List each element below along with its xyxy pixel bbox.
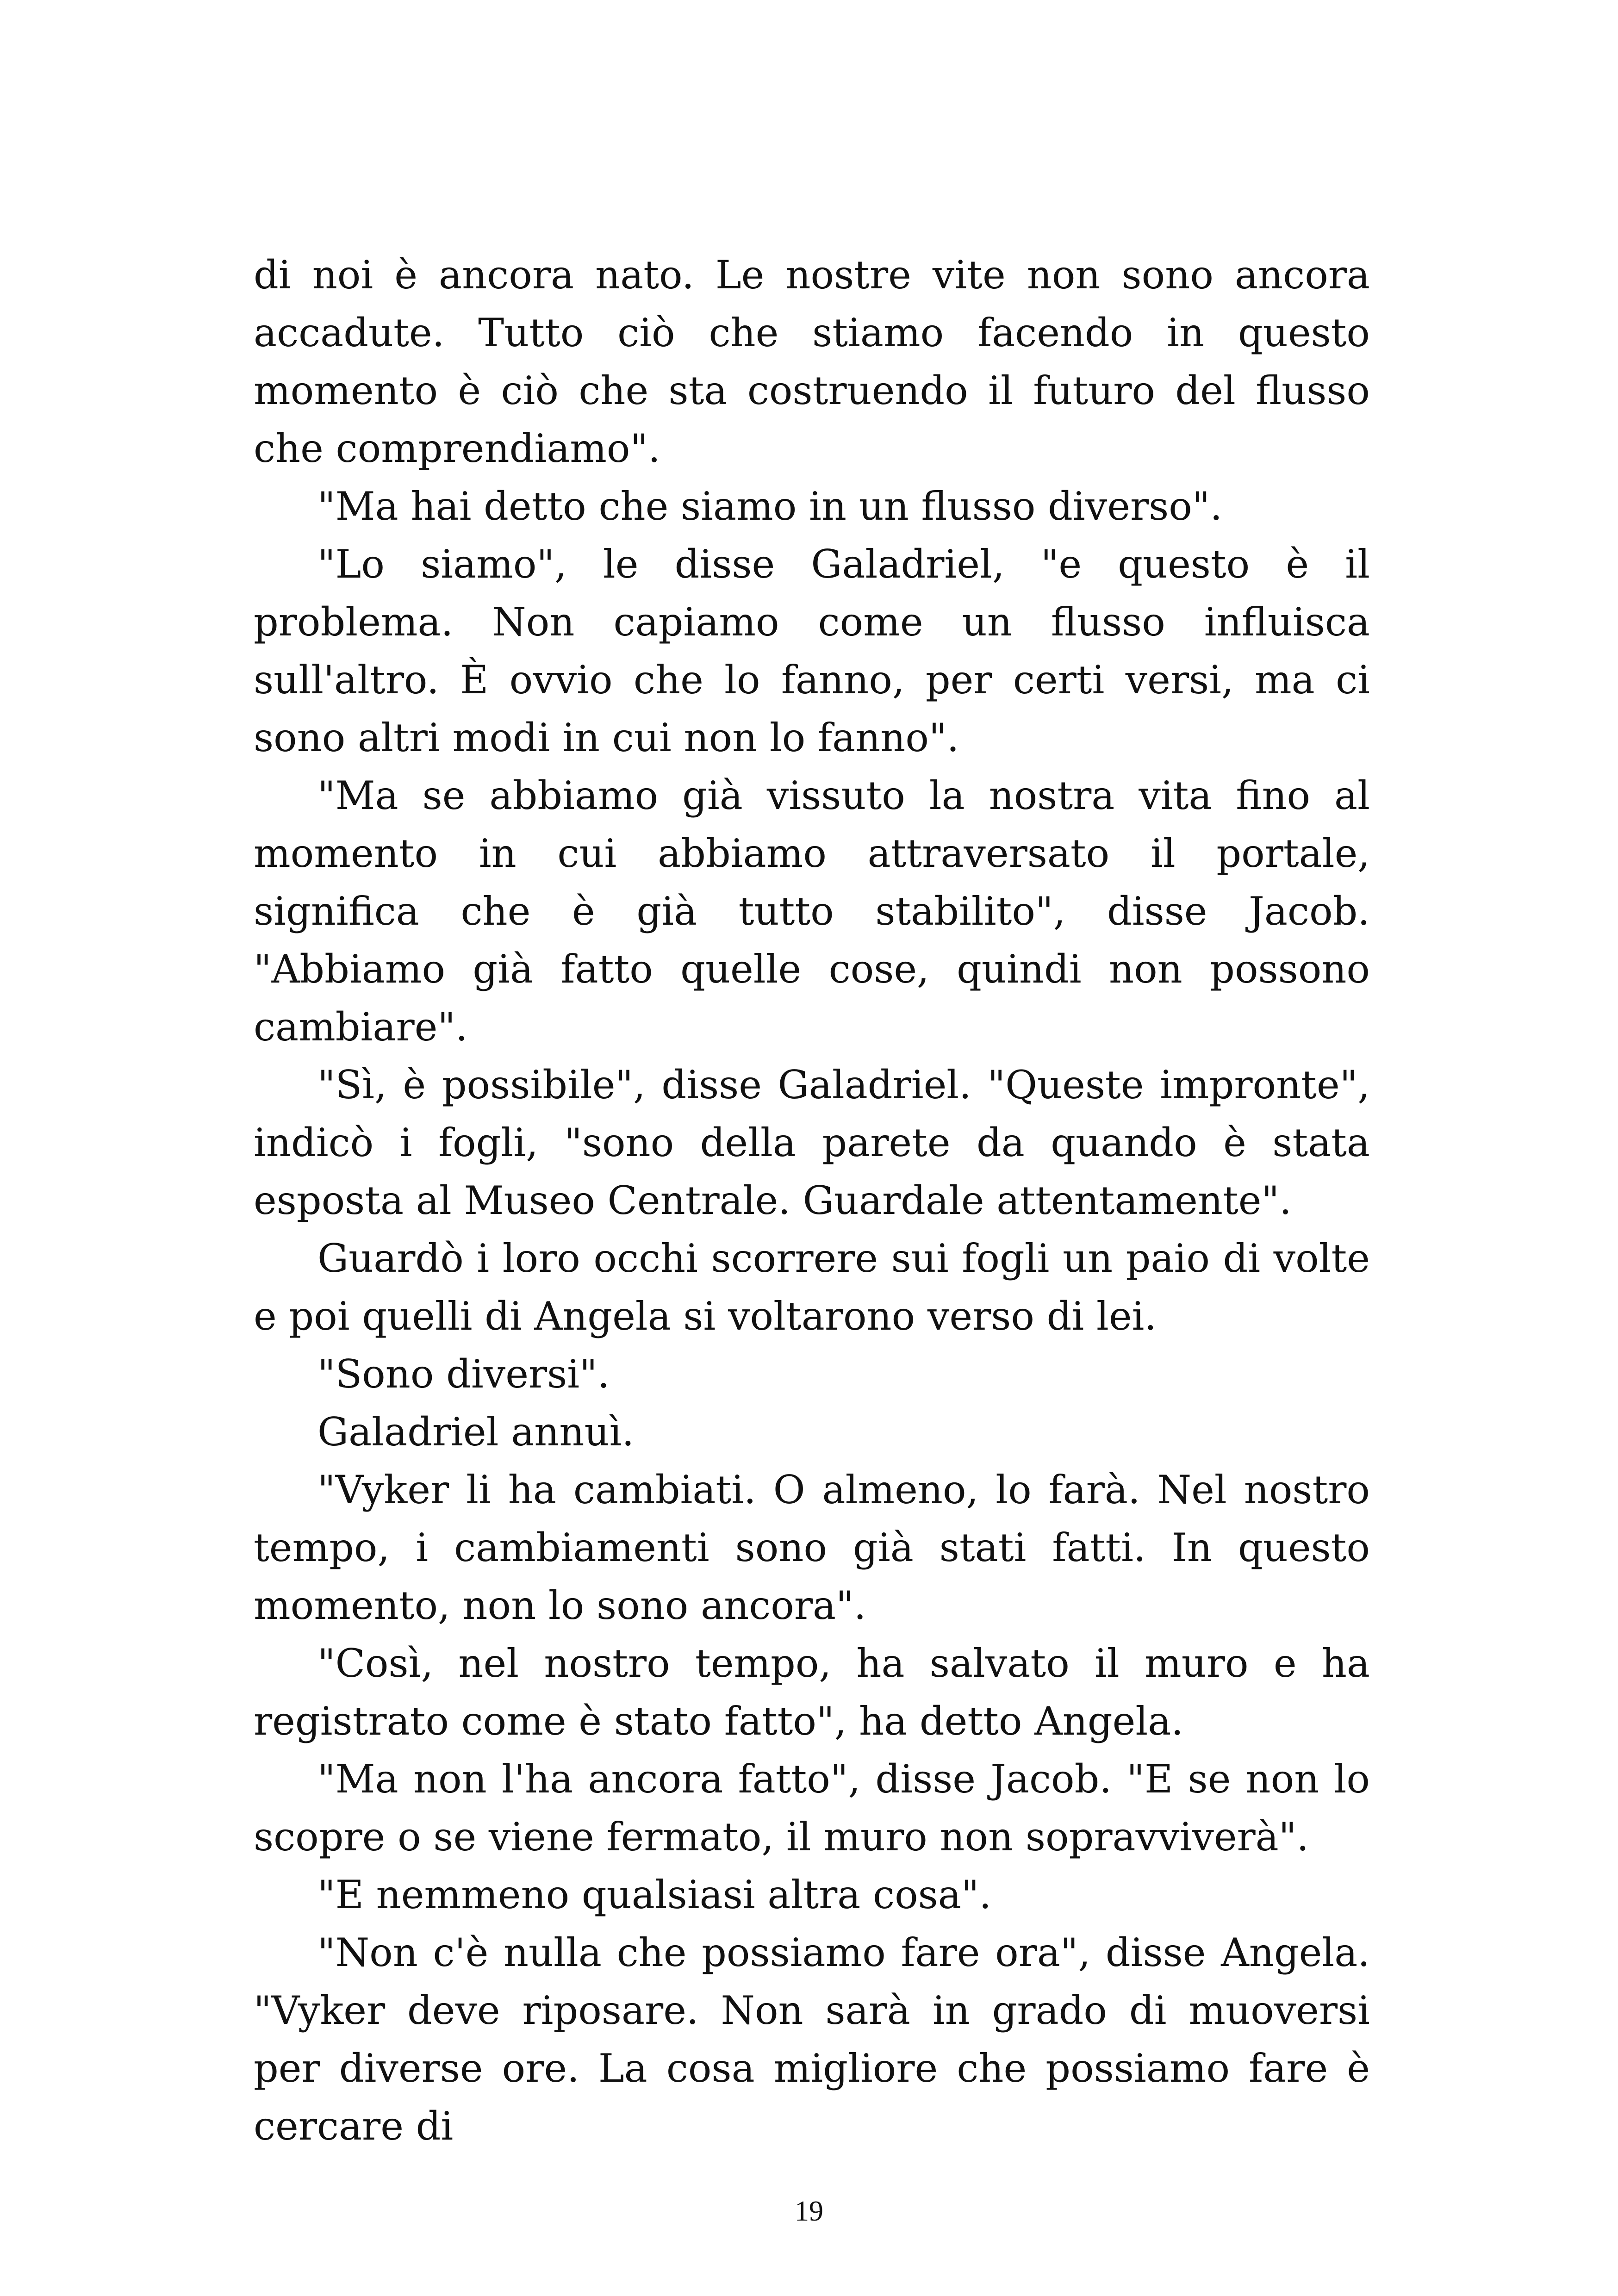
paragraph: "Lo siamo", le disse Galadriel, "e questo è il problema. Non capiamo come un flusso influisca sull'altro. È ovvio che lo fanno, per certi versi, ma ci sono altri modi in cui non lo fanno". bbox=[254, 541, 1370, 760]
paragraph: "Sì, è possibile", disse Galadriel. "Queste impronte", indicò i fogli, "sono della parete da quando è stata esposta al Museo Centrale. Guardale attentamente". bbox=[254, 1062, 1370, 1223]
paragraph: "E nemmeno qualsiasi altra cosa". bbox=[317, 1872, 992, 1917]
paragraph: "Ma se abbiamo già vissuto la nostra vita fino al momento in cui abbiamo attraversato il portale, significa che è già tutto stabilito", disse Jacob. "Abbiamo già fatto quelle cose, quindi non possono cambiare". bbox=[254, 773, 1370, 1050]
paragraph: "Ma hai detto che siamo in un flusso diverso". bbox=[317, 484, 1223, 529]
paragraph: "Ma non l'ha ancora fatto", disse Jacob. "E se non lo scopre o se viene fermato, il muro non sopravviverà". bbox=[254, 1756, 1370, 1860]
paragraph: di noi è ancora nato. Le nostre vite non sono ancora accadute. Tutto ciò che stiamo facendo in questo momento è ciò che sta costruendo il futuro del flusso che comprendiamo". bbox=[254, 252, 1370, 471]
paragraph: Guardò i loro occhi scorrere sui fogli un paio di volte e poi quelli di Angela si voltarono verso di lei. bbox=[254, 1236, 1370, 1339]
page-number: 19 bbox=[795, 2196, 823, 2227]
paragraph: "Vyker li ha cambiati. O almeno, lo farà. Nel nostro tempo, i cambiamenti sono già stati fatti. In questo momento, non lo sono ancora". bbox=[254, 1467, 1370, 1628]
paragraph: "Sono diversi". bbox=[317, 1351, 610, 1397]
body-text bbox=[254, 246, 1370, 2155]
paragraph: Galadriel annuì. bbox=[317, 1409, 635, 1455]
paragraph: "Non c'è nulla che possiamo fare ora", disse Angela. "Vyker deve riposare. Non sarà in grado di muoversi per diverse ore. La cosa migliore che possiamo fare è cercare di bbox=[254, 1930, 1370, 2149]
paragraph: "Così, nel nostro tempo, ha salvato il muro e ha registrato come è stato fatto", ha detto Angela. bbox=[254, 1641, 1370, 1744]
